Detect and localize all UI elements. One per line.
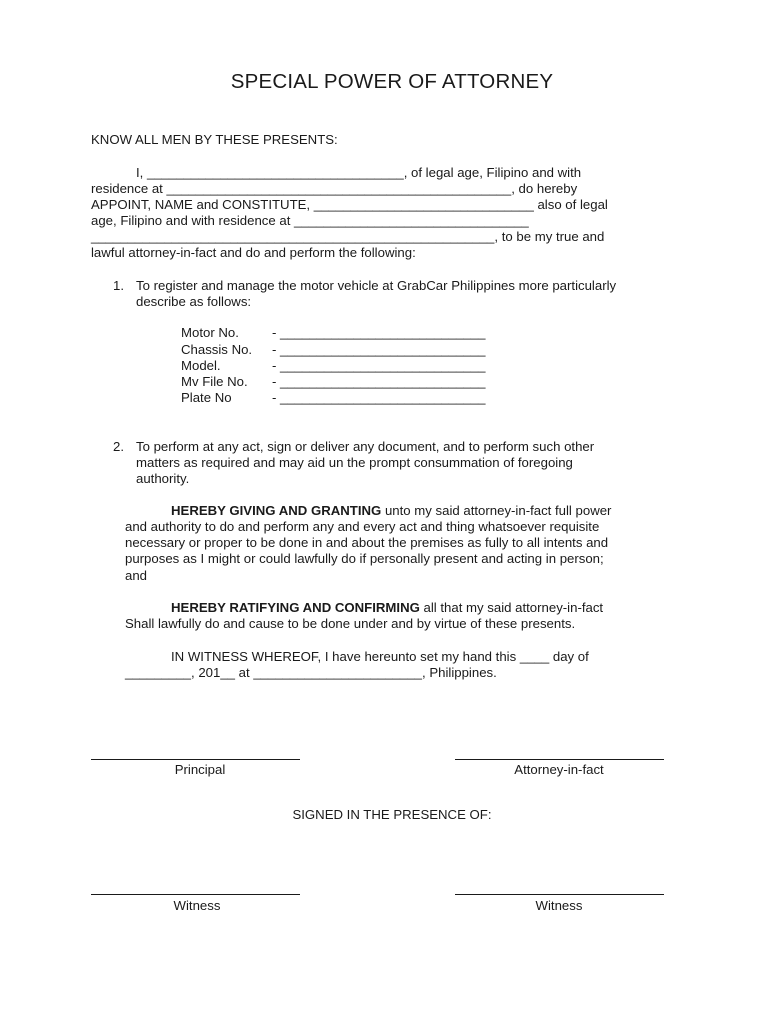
attorney-signature-line: [455, 759, 664, 760]
witness-signature-line: [91, 894, 300, 895]
item-2-text: authority.: [136, 471, 190, 486]
vehicle-field-blank: - ____________________________: [272, 390, 486, 405]
vehicle-field-blank: - ____________________________: [272, 325, 486, 340]
granting-line: and authority to do and perform any and every act and thing whatsoever requisite: [125, 519, 600, 534]
intro-line: _______________________________________________________, to be my true and: [91, 229, 605, 244]
vehicle-field-blank: - ____________________________: [272, 342, 486, 357]
item-1-number: 1.: [113, 278, 124, 293]
vehicle-field-label: Mv File No.: [181, 374, 248, 389]
granting-heading: HEREBY GIVING AND GRANTING: [171, 503, 382, 518]
vehicle-field-blank: - ____________________________: [272, 358, 486, 373]
granting-line: necessary or proper to be done in and about the premises as fully to all intents and: [125, 535, 609, 550]
vehicle-field-blank: - ____________________________: [272, 374, 486, 389]
principal-label: Principal: [174, 762, 226, 777]
vehicle-field-label: Model.: [181, 358, 221, 373]
item-1-text: To register and manage the motor vehicle at GrabCar Philippines more particularly: [136, 278, 617, 293]
presence-heading: SIGNED IN THE PRESENCE OF:: [292, 807, 492, 822]
intro-line: age, Filipino and with residence at ________________________________: [91, 213, 529, 228]
witness-signature-line: [455, 894, 664, 895]
item-2-text: matters as required and may aid un the prompt consummation of foregoing: [136, 455, 573, 470]
witness-label-right: Witness: [535, 898, 583, 913]
ratifying-first-line: [171, 600, 603, 616]
vehicle-field-label: Motor No.: [181, 325, 239, 340]
item-2-text: To perform at any act, sign or deliver any document, and to perform such other: [136, 439, 595, 454]
granting-first-line: [171, 503, 611, 519]
granting-line: and: [125, 568, 148, 583]
witness-clause: IN WITNESS WHEREOF, I have hereunto set my hand this ____ day of: [171, 649, 589, 664]
granting-line: purposes as I might or could lawfully do if personally present and acting in person;: [125, 551, 604, 566]
intro-line: I, ___________________________________, of legal age, Filipino and with: [136, 165, 582, 180]
vehicle-field-label: Plate No: [181, 390, 232, 405]
ratifying-line: Shall lawfully do and cause to be done under and by virtue of these presents.: [125, 616, 576, 631]
intro-line: APPOINT, NAME and CONSTITUTE, ______________________________ also of legal: [91, 197, 608, 212]
principal-signature-line: [91, 759, 300, 760]
item-2-number: 2.: [113, 439, 124, 454]
vehicle-field-label: Chassis No.: [181, 342, 253, 357]
ratifying-text: all that my said attorney-in-fact: [419, 600, 604, 615]
salutation: KNOW ALL MEN BY THESE PRESENTS:: [91, 132, 338, 147]
granting-text: unto my said attorney-in-fact full power: [381, 503, 612, 518]
document-title: SPECIAL POWER OF ATTORNEY: [230, 70, 554, 93]
ratifying-heading: HEREBY RATIFYING AND CONFIRMING: [171, 600, 420, 615]
attorney-label: Attorney-in-fact: [514, 762, 604, 777]
intro-line: lawful attorney-in-fact and do and perform the following:: [91, 245, 416, 260]
witness-label-left: Witness: [173, 898, 221, 913]
item-1-text: describe as follows:: [136, 294, 252, 309]
witness-clause: _________, 201__ at _______________________, Philippines.: [125, 665, 497, 680]
intro-line: residence at _______________________________________________, do hereby: [91, 181, 578, 196]
